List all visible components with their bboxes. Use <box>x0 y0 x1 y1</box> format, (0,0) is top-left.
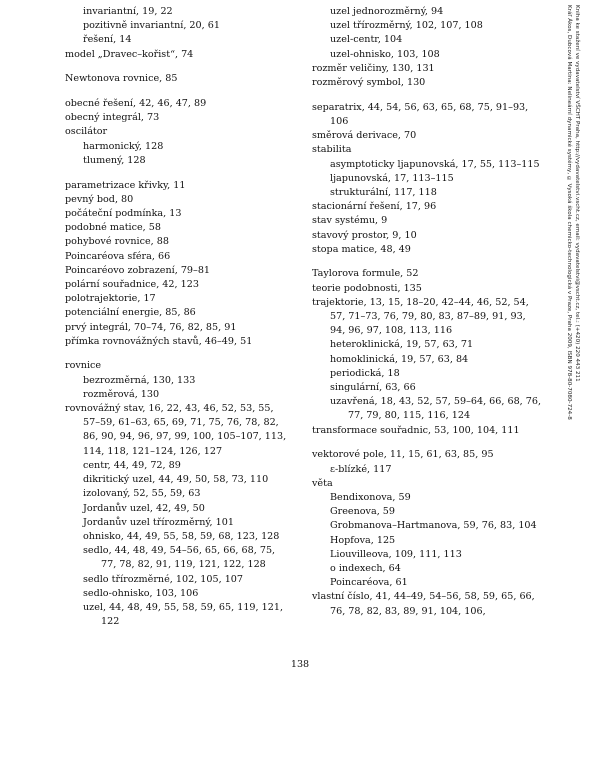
index-subentry: uzel třírozměrný, 102, 107, 108 <box>330 20 483 32</box>
index-subentry: Grobmanova–Hartmanova, 59, 76, 83, 104 <box>330 520 537 532</box>
index-entry: obecný integrál, 73 <box>65 112 160 124</box>
index-entry: transformace souřadnic, 53, 100, 104, 111 <box>312 424 520 436</box>
index-entry: teorie podobnosti, 135 <box>312 282 422 294</box>
index-column-right <box>312 5 542 619</box>
index-subentry: uzavřená, 18, 43, 52, 57, 59–64, 66, 68, 76, 77, 79, 80, 115, 116, 124 <box>330 396 542 422</box>
index-subentry: ε-blízké, 117 <box>330 463 392 475</box>
index-subentry: Liouvilleova, 109, 111, 113 <box>330 548 462 560</box>
index-subentry: pozitivně invariantní, 20, 61 <box>83 20 220 32</box>
index-subentry: asymptoticky ljapunovská, 17, 55, 113–115 <box>330 158 540 170</box>
index-subentry: Jordanův uzel, 42, 49, 50 <box>83 502 205 514</box>
index-entry: podobné matice, 58 <box>65 222 161 234</box>
group-separator <box>312 438 542 449</box>
index-entry: polární souřadnice, 42, 123 <box>65 278 199 290</box>
group-separator <box>65 349 290 360</box>
index-entry: rovnovážný stav, 16, 22, 43, 46, 52, 53, 55, 57–59, 61–63, 65, 69, 71, 75, 76, 78, 82, 86, 90, 94, 96, 97, 99, 100, 105–107, 113, 114, 118, 121–124, 126, 127 <box>65 403 287 457</box>
side-note-line-2: Kniha ke stažení ve vydavatelství VŠCHT Praha, http://vydavatelstvi.vscht.cz, email: vydavatelstvi@vscht.cz, tel.: (+420) 220 443 211 <box>574 5 580 382</box>
index-subentry: bezrozměrná, 130, 133 <box>83 374 196 386</box>
group-separator <box>312 257 542 268</box>
index-subentry: Jordanův uzel třírozměrný, 101 <box>83 516 234 528</box>
index-subentry: harmonický, 128 <box>83 140 164 152</box>
index-subentry: izolovaný, 52, 55, 59, 63 <box>83 488 201 500</box>
page-number: 138 <box>290 659 310 670</box>
index-entry: rovnice <box>65 360 102 372</box>
index-subentry: sedlo, 44, 48, 49, 54–56, 65, 66, 68, 75, 77, 78, 82, 91, 119, 121, 122, 128 <box>83 545 276 571</box>
index-subentry: řešení, 14 <box>83 34 132 46</box>
index-column-left <box>65 5 290 629</box>
index-entry: Poincaréovo zobrazení, 79–81 <box>65 264 211 276</box>
group-separator <box>65 87 290 98</box>
index-entry: trajektorie, 13, 15, 18–20, 42–44, 46, 52, 54, 57, 71–73, 76, 79, 80, 83, 87–89, 91, 93, 94, 96, 97, 108, 113, 116 <box>312 296 529 337</box>
group-separator <box>312 90 542 101</box>
index-entry: Poincaréova sféra, 66 <box>65 250 171 262</box>
group-separator <box>65 62 290 73</box>
index-subentry: uzel-centr, 104 <box>330 34 403 46</box>
index-subentry: uzel jednorozměrný, 94 <box>330 6 444 17</box>
index-subentry: Greenova, 59 <box>330 506 396 518</box>
index-entry: stavový prostor, 9, 10 <box>312 229 417 241</box>
index-subentry: o indexech, 64 <box>330 563 401 575</box>
index-subentry: singulární, 63, 66 <box>330 382 416 394</box>
group-separator <box>65 168 290 179</box>
index-entry: směrová derivace, 70 <box>312 130 417 142</box>
index-entry: přímka rovnovážných stavů, 46–49, 51 <box>65 335 253 347</box>
index-entry: pevný bod, 80 <box>65 193 134 205</box>
index-subentry: Poincaréova, 61 <box>330 577 408 589</box>
index-entry: parametrizace křivky, 11 <box>65 179 186 191</box>
index-entry: prvý integrál, 70–74, 76, 82, 85, 91 <box>65 321 237 333</box>
index-entry: vektorové pole, 11, 15, 61, 63, 85, 95 <box>312 449 494 461</box>
index-subentry: homoklinická, 19, 57, 63, 84 <box>330 353 469 365</box>
index-subentry: periodická, 18 <box>330 367 400 379</box>
index-entry: stabilita <box>312 144 352 156</box>
index-entry: obecné řešení, 42, 46, 47, 89 <box>65 98 207 110</box>
index-entry: stacionární řešení, 17, 96 <box>312 201 437 213</box>
index-subentry: dikritický uzel, 44, 49, 50, 58, 73, 110 <box>83 474 269 486</box>
index-entry: počáteční podmínka, 13 <box>65 207 182 219</box>
index-entry: rozměr veličiny, 130, 131 <box>312 62 435 74</box>
index-entry: potenciální energie, 85, 86 <box>65 307 196 319</box>
index-subentry: sedlo-ohnisko, 103, 106 <box>83 587 199 599</box>
index-subentry: uzel-ohnisko, 103, 108 <box>330 48 440 60</box>
index-entry: model „Dravec–kořist“, 74 <box>65 48 194 60</box>
index-entry: oscilátor <box>65 126 108 138</box>
index-subentry: ohnisko, 44, 49, 55, 58, 59, 68, 123, 128 <box>83 530 280 542</box>
index-entry: věta <box>312 477 333 489</box>
index-entry: Taylorova formule, 52 <box>312 268 419 280</box>
side-note-line-1: Kráľ Ákos, Dubcová Martina: Nelineární dynamické systémy, © Vysoká škola chemicko-technologická v Praze, Praha 2009, ISBN 978-80-7080-724-8 <box>566 5 572 420</box>
index-subentry: Hopfova, 125 <box>330 534 396 546</box>
index-entry: rozměrový symbol, 130 <box>312 77 426 89</box>
index-entry: pohybové rovnice, 88 <box>65 236 169 248</box>
index-subentry: Bendixonova, 59 <box>330 492 411 503</box>
index-entry: separatrix, 44, 54, 56, 63, 65, 68, 75, 91–93, 106 <box>312 101 529 127</box>
index-subentry: centr, 44, 49, 72, 89 <box>83 459 181 471</box>
side-copyright-note <box>556 5 586 705</box>
index-entry: stopa matice, 48, 49 <box>312 243 411 255</box>
index-entry: polotrajektorie, 17 <box>65 293 156 305</box>
index-subentry: heteroklinická, 19, 57, 63, 71 <box>330 339 474 351</box>
index-entry: Newtonova rovnice, 85 <box>65 73 178 85</box>
index-subentry: uzel, 44, 48, 49, 55, 58, 59, 65, 119, 121, 122 <box>83 601 283 628</box>
index-subentry: rozměrová, 130 <box>83 388 160 400</box>
index-subentry: tlumený, 128 <box>83 154 146 166</box>
index-subentry: sedlo třírozměrné, 102, 105, 107 <box>83 573 244 585</box>
index-subentry: strukturální, 117, 118 <box>330 186 437 198</box>
index-entry: stav systému, 9 <box>312 215 388 227</box>
index-subentry: invariantní, 19, 22 <box>83 6 173 17</box>
index-subentry: ljapunovská, 17, 113–115 <box>330 172 454 184</box>
index-entry: vlastní číslo, 41, 44–49, 54–56, 58, 59, 65, 66, 76, 78, 82, 83, 89, 91, 104, 106, <box>312 591 535 617</box>
